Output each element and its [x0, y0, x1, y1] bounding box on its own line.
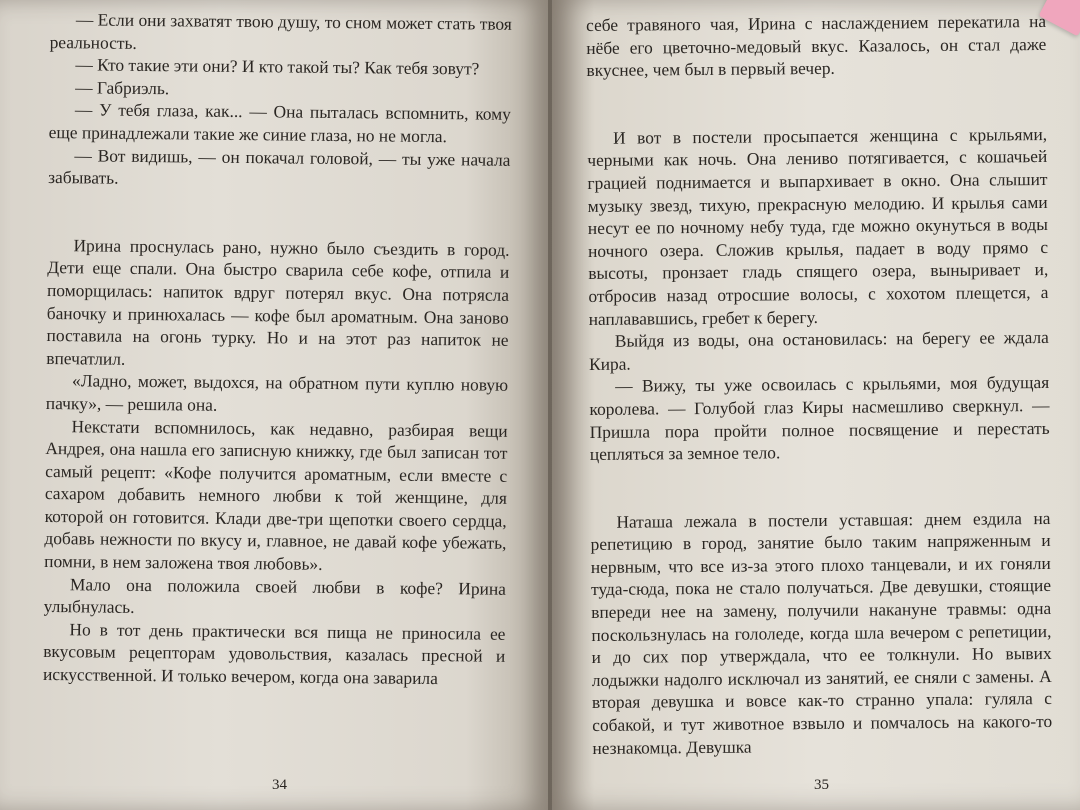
section-break [587, 78, 1047, 127]
section-break [48, 189, 510, 239]
paragraph: Ирина проснулась рано, нужно было съездить в город. Дети еще спали. Она быстро сварила себе кофе, отпила и поморщилась: напиток вдруг потерял вкус. Она потрясла баночку и принюхалась — кофе был ароматным. Она заново поставила на огонь турку. Но и на этот раз напиток не впечатлил. [46, 235, 510, 369]
paragraph: Но в тот день практически вся пища не приносила ее вкусовым рецепторам удовольствия, казалась пресной и искусственной. И только вечером, когда она заварила [42, 619, 506, 689]
paragraph: Выйдя из воды, она остановилась: на берегу ее ждала Кира. [588, 327, 1049, 374]
section-break [590, 462, 1050, 511]
paragraph: себе травяного чая, Ирина с наслаждением перекатила на нёбе его цветочно-медовый вкус. Казалось, он стал даже вкуснее, чем был в первый вечер. [586, 10, 1047, 81]
paragraph: — У тебя глаза, как... — Она пыталась вспомнить, кому еще принадлежали такие же синие глаза, но не могла. [48, 99, 512, 147]
paragraph: — Габриэль. [75, 77, 170, 99]
left-page-text [43, 8, 512, 690]
paragraph: — Вижу, ты уже освоилась с крыльями, моя будущая королева. — Голубой глаз Киры насмешливо сверкнул. — Пришла пора пройти полное посвящение и перестать цепляться за земное тело. [589, 372, 1050, 465]
paragraph: «Ладно, может, выдохся, на обратном пути куплю новую пачку», — решила она. [45, 370, 509, 415]
page-number: 35 [814, 777, 829, 793]
right-page-text [586, 10, 1052, 759]
paragraph: Мало она положила своей любви в кофе? Ирина улыбнулась. [43, 573, 507, 618]
page-number: 34 [272, 777, 287, 793]
paragraph: Наташа лежала в постели уставшая: днем ездила на репетицию в город, занятие было таким напряженным и нервным, что все из-за этого плохо танцевали, и их гоняли туда-сюда, пока не стало получаться. Две девушки, стоящие впереди нее на замену, получили накануне травмы: одна поскользнулась на гололеде, когда шла вечером с репетиции, и до сих пор утверждала, что ее толкнули. Но вывих лодыжки надолго исключал из занятий, ее сняли с замены. А вторая девушка и вовсе как-то странно упала: гуляла с собакой, и тут животное взвыло и помчалось на какого-то незнакомца. Девушка [590, 507, 1053, 758]
paragraph: — Вот видишь, — он покачал головой, — ты уже начала забывать. [48, 144, 511, 188]
paragraph: И вот в постели просыпается женщина с крыльями, черными как ночь. Она лениво потягивается, с кошачьей грацией поднимается и выпархивает в окно. Она слышит музыку звезд, тихую, прекрасную мелодию. И крылья сами несут ее по ночному небу туда, где можно окунуться в воды ночного озера. Сложив крылья, падает в воду прямо с высоты, пронзает гладь спящего озера, выныривает и, отбросив назад отросшие волосы, с хохотом плещется, а наплававшись, гребет к берегу. [587, 123, 1049, 329]
paragraph: — Если они захватят твою душу, то сном может стать твоя реальность. [49, 9, 512, 53]
right-page [552, 0, 1080, 810]
paragraph: — Кто такие эти они? И кто такой ты? Как тебя зовут? [75, 54, 480, 79]
paragraph: Некстати вспомнилось, как недавно, разбирая вещи Андрея, она нашла его записную книжку, где был записан тот самый рецепт: «Кофе получится ароматным, если вместе с сахаром добавить немного любви к той женщине, для которой он готовится. Клади две-три щепотки своего сердца, добавь нежности по вкусу и, главное, не давай кофе убежать, помни, в нем заложена твоя любовь». [44, 415, 508, 574]
